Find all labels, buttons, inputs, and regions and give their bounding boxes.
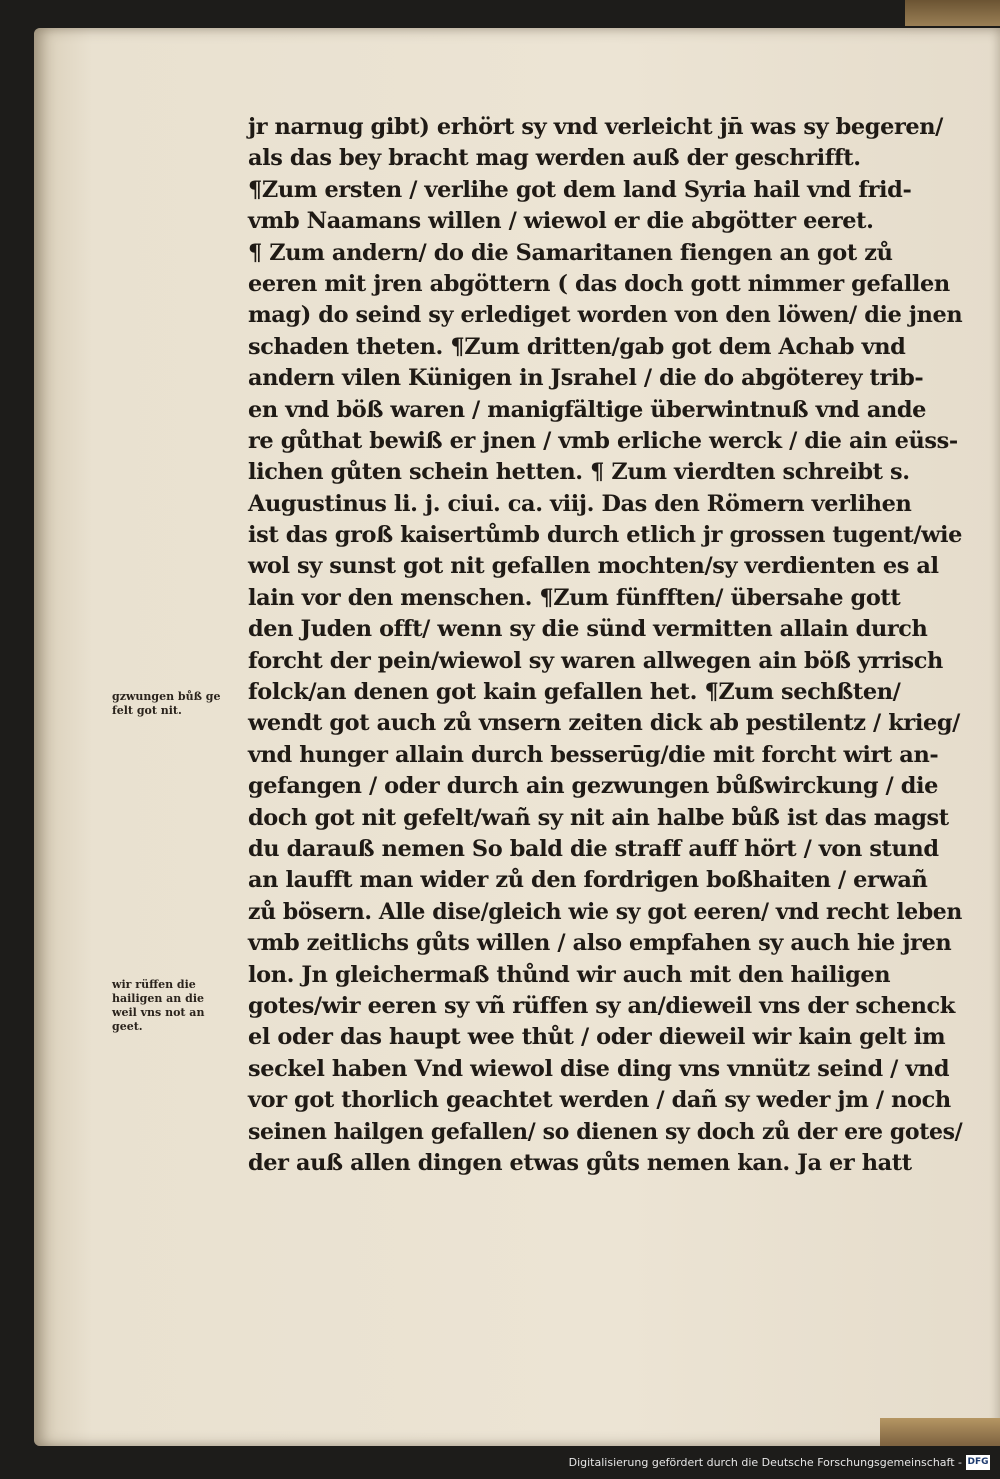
margin-note-2 — [112, 978, 252, 1034]
text-line: mag) do seind sy erlediget worden von den löwen/ die jnen — [248, 302, 963, 329]
text-line: en vnd böß waren / manigfältige überwintnuß vnd ande — [248, 396, 927, 423]
text-line: ¶Zum ersten / verlihe got dem land Syria hail vnd frid- — [248, 176, 912, 203]
text-line: vmb zeitlichs gůts willen / also empfahen sy auch hie jren — [248, 930, 952, 957]
text-line: re gůthat bewiß er jnen / vmb erliche werck / die ain eüss- — [248, 427, 958, 454]
text-line: ¶ Zum andern/ do die Samaritanen fiengen an got zů — [248, 239, 893, 266]
margin-note-line: geet. — [112, 1020, 143, 1033]
margin-note-1 — [112, 690, 252, 718]
text-line: forcht der pein/wiewol sy waren allwegen ain böß yrrisch — [248, 647, 943, 674]
text-line: folck/an denen got kain gefallen het. ¶Zum sechßten/ — [248, 679, 901, 706]
text-line: ist das groß kaisertůmb durch etlich jr grossen tugent/wie — [248, 522, 963, 549]
text-line: andern vilen Künigen in Jsrahel / die do abgöterey trib- — [248, 365, 924, 392]
dfg-logo: DFG — [966, 1455, 990, 1470]
text-line: seckel haben Vnd wiewol dise ding vns vnnütz seind / vnd — [248, 1055, 950, 1082]
text-line: doch got nit gefelt/wañ sy nit ain halbe bůß ist das magst — [248, 804, 949, 831]
margin-note-line: weil vns not an — [112, 1006, 205, 1019]
text-line: den Juden offt/ wenn sy die sünd vermitten allain durch — [248, 616, 928, 643]
page-edge-bottom — [880, 1418, 1000, 1446]
text-line: du darauß nemen So bald die straff auff hört / von stund — [248, 835, 939, 862]
text-line: lichen gůten schein hetten. ¶ Zum vierdten schreibt s. — [248, 459, 910, 486]
text-line: wol sy sunst got nit gefallen mochten/sy verdienten es al — [248, 553, 939, 580]
text-line: zů bösern. Alle dise/gleich wie sy got eeren/ vnd recht leben — [248, 898, 962, 925]
text-line: der auß allen dingen etwas gůts nemen kan. Ja er hatt — [248, 1149, 912, 1176]
text-line: eeren mit jren abgöttern ( das doch gott nimmer gefallen — [248, 270, 950, 297]
text-line: seinen hailgen gefallen/ so dienen sy doch zů der ere gotes/ — [248, 1118, 963, 1145]
margin-note-line: felt got nit. — [112, 704, 182, 717]
text-line: vmb Naamans willen / wiewol er die abgötter eeret. — [248, 208, 874, 235]
text-line: gotes/wir eeren sy vñ rüffen sy an/dieweil vns der schenck — [248, 992, 955, 1019]
text-line: an laufft man wider zů den fordrigen boßhaiten / erwañ — [248, 867, 928, 894]
text-line: vor got thorlich geachtet werden / dañ sy weder jm / noch — [248, 1087, 951, 1114]
funding-credit: Digitalisierung gefördert durch die Deutsche Forschungsgemeinschaft - — [568, 1456, 962, 1469]
margin-note-line: hailigen an die — [112, 992, 205, 1005]
text-line: lon. Jn gleichermaß thůnd wir auch mit den hailigen — [248, 961, 891, 988]
text-line: wendt got auch zů vnsern zeiten dick ab pestilentz / krieg/ — [248, 710, 960, 737]
main-text-block — [248, 112, 964, 1179]
text-line: lain vor den menschen. ¶Zum fünfften/ übersahe gott — [248, 584, 901, 611]
text-line: vnd hunger allain durch besserūg/die mit forcht wirt an- — [248, 741, 939, 768]
text-line: Augustinus li. j. ciui. ca. viij. Das den Römern verlihen — [248, 490, 912, 517]
text-line: gefangen / oder durch ain gezwungen bůßwirckung / die — [248, 773, 939, 800]
page-edge-top — [905, 0, 1000, 26]
margin-note-line: gzwungen bůß ge — [112, 690, 221, 703]
text-line: schaden theten. ¶Zum dritten/gab got dem Achab vnd — [248, 333, 906, 360]
text-line: jr narnug gibt) erhört sy vnd verleicht jn̄ was sy begeren/ — [248, 114, 943, 140]
text-line: als das bey bracht mag werden auß der geschrifft. — [248, 145, 861, 172]
margin-note-line: wir rüffen die — [112, 978, 196, 991]
text-line: el oder das haupt wee thůt / oder dieweil wir kain gelt im — [248, 1024, 946, 1051]
